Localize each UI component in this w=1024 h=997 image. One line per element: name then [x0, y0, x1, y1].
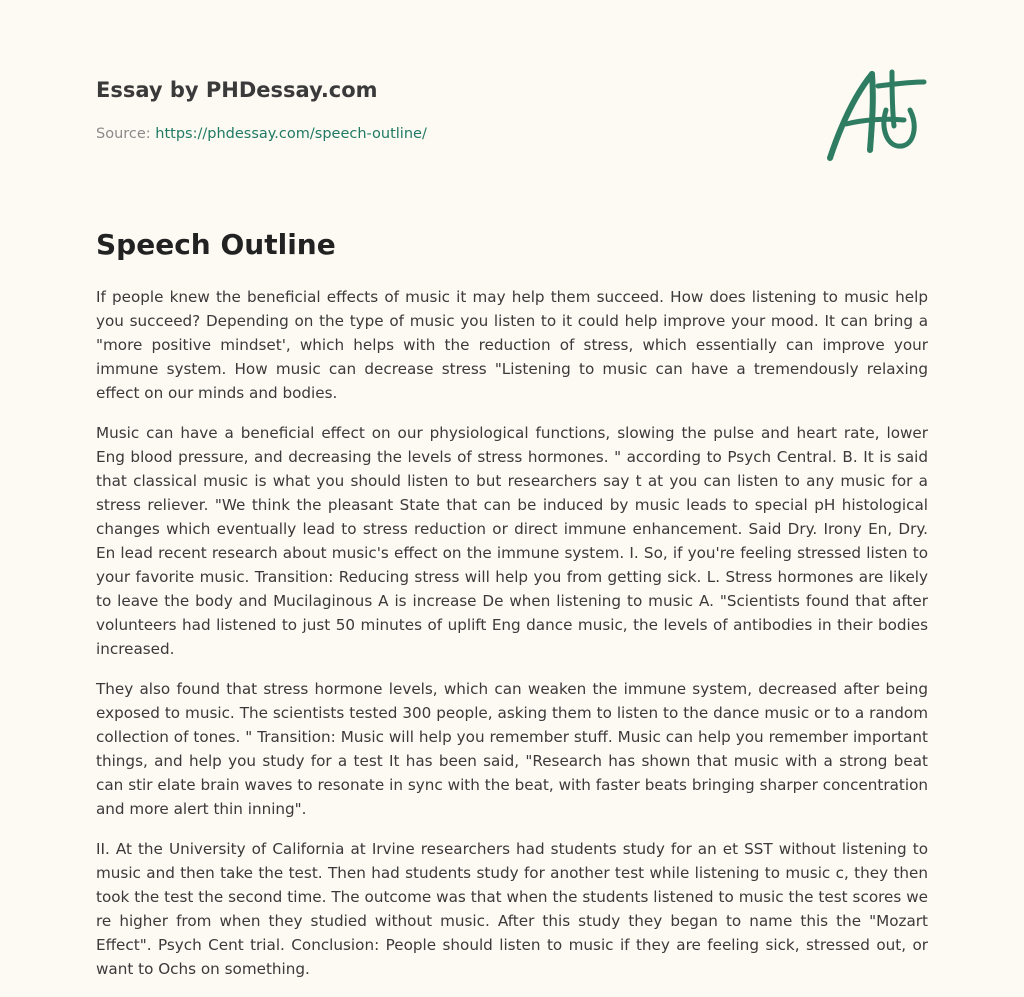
- site-title: Essay by PHDessay.com: [96, 78, 378, 102]
- page-header: [96, 76, 696, 144]
- source-line: [96, 124, 696, 144]
- a-plus-logo-icon: [822, 66, 928, 164]
- article-paragraph: If people knew the beneficial effects of music it may help them succeed. How does listening to music help you succeed? Depending on the type of music you listen to it could help improve your mood. It can bring a "more positive mindset', which helps with the reduction of stress, which essentially can improve your immune system. How music can decrease stress "Listening to music can have a tremendously relaxing effect on our minds and bodies.: [96, 288, 928, 402]
- source-label: Source:: [96, 126, 156, 142]
- article-paragraph: II. At the University of California at Irvine researchers had students study for an et SST without listening to music and then take the test. Then had students study for another test while listening to music c, they then took the test the second time. The outcome was that when the students listened to music the test scores we re higher from when they studied without music. After this study they began to name this the "Mozart Effect". Psych Cent trial. Conclusion: People should listen to music if they are feeling sick, stressed out, or want to Ochs on something.: [96, 840, 928, 978]
- article-title: Speech Outline: [96, 228, 336, 261]
- article-paragraph: Music can have a beneficial effect on our physiological functions, slowing the pulse and heart rate, lower Eng blood pressure, and decreasing the levels of stress hormones. " according to Psych Central. B. It is said that classical music is what you should listen to but researchers say t at you can listen to any music for a stress reliever. "We think the pleasant State that can be induced by music leads to special pH histological changes which eventually lead to stress reduction or direct immune enhancement. Said Dry. Irony En, Dry. En lead recent research about music's effect on the immune system. I. So, if you're feeling stressed listen to your favorite music. Transition: Reducing stress will help you from getting sick. L. Stress hormones are likely to leave the body and Mucilaginous A is increase De when listening to music A. "Scientists found that after volunteers had listened to just 50 minutes of uplift Eng dance music, the levels of antibodies in their bodies increased.: [96, 424, 928, 658]
- article-body: [96, 285, 928, 997]
- source-link[interactable]: https://phdessay.com/speech-outline/: [155, 126, 427, 142]
- article-paragraph: They also found that stress hormone levels, which can weaken the immune system, decreased after being exposed to music. The scientists tested 300 people, asking them to listen to the dance music or to a random collection of tones. " Transition: Music will help you remember stuff. Music can help you remember important things, and help you study for a test It has been said, "Research has shown that music with a strong beat can stir elate brain waves to resonate in sync with the beat, with faster beats bringing sharper concentration and more alert thin inning".: [96, 680, 928, 818]
